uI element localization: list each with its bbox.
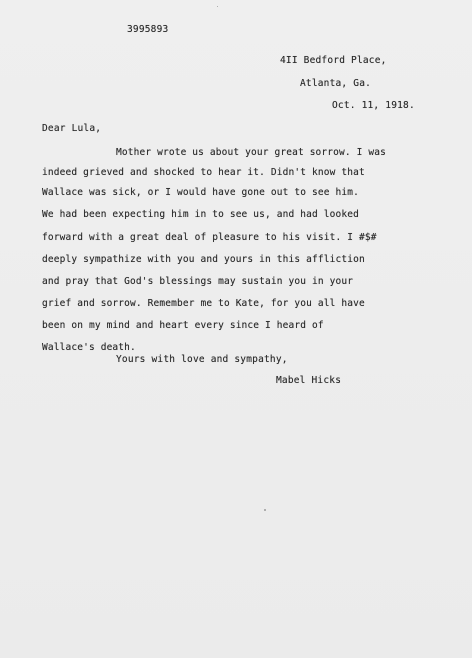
paper-speck — [264, 509, 266, 511]
paper-speck — [217, 6, 218, 7]
address-line-2: Atlanta, Ga. — [300, 78, 372, 89]
body-line: forward with a great deal of pleasure to his visit. I #$# — [42, 232, 377, 243]
body-line: Wallace's death. — [42, 342, 136, 353]
body-line: deeply sympathize with you and yours in this affliction — [42, 254, 365, 265]
body-line: Wallace was sick, or I would have gone out to see him. — [42, 187, 359, 198]
body-line: and pray that God's blessings may sustain you in your — [42, 276, 354, 287]
document-number: 3995893 — [127, 24, 169, 35]
date-line: Oct. 11, 1918. — [332, 100, 415, 111]
address-line-1: 4II Bedford Place, — [280, 55, 387, 66]
body-line: Mother wrote us about your great sorrow. I was — [116, 147, 386, 158]
body-line: indeed grieved and shocked to hear it. Didn't know that — [42, 167, 365, 178]
salutation: Dear Lula, — [42, 123, 102, 134]
body-line: We had been expecting him in to see us, and had looked — [42, 209, 359, 220]
signature: Mabel Hicks — [276, 375, 342, 386]
body-line: been on my mind and heart every since I heard of — [42, 320, 324, 331]
closing: Yours with love and sympathy, — [116, 354, 288, 365]
body-line: grief and sorrow. Remember me to Kate, for you all have — [42, 298, 365, 309]
